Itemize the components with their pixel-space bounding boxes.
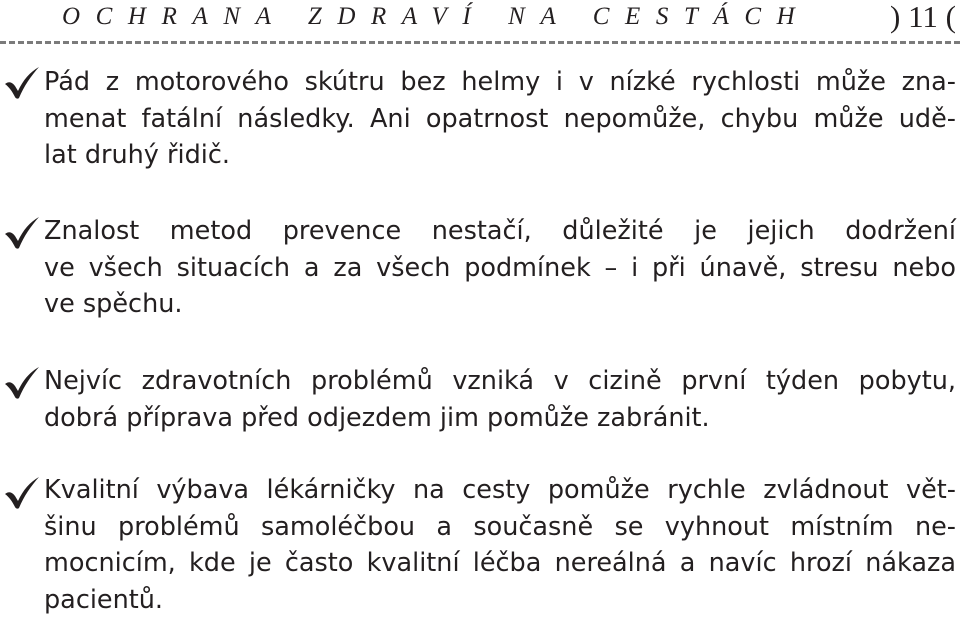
text-line: ve všech situacích a za všech podmínek – i při únavě, stresu nebo bbox=[44, 252, 956, 283]
text-line: dobrá příprava před odjezdem jim pomůže zabránit. bbox=[44, 402, 710, 433]
checkmark-icon bbox=[3, 66, 41, 100]
text-line: Nejvíc zdravotních problémů vzniká v cizině první týden pobytu, bbox=[44, 366, 956, 396]
text-line: ve spěchu. bbox=[44, 289, 183, 319]
text-line: menat fatální následky. Ani opatrnost nepomůže, chybu může udě- bbox=[44, 103, 956, 134]
bullet-text bbox=[44, 64, 956, 174]
checkmark-icon bbox=[3, 476, 41, 510]
checkmark-icon bbox=[3, 366, 41, 400]
text-line: Pád z motorového skútru bez helmy i v nízké rychlosti může zna- bbox=[44, 67, 956, 97]
checkmark-icon bbox=[3, 216, 41, 250]
bullet-text bbox=[44, 213, 956, 323]
text-line: mocnicím, kde je často kvalitní léčba nereálná a navíc hrozí nákaza bbox=[44, 548, 956, 578]
text-line: pacientů. bbox=[44, 584, 164, 615]
bullet-text bbox=[44, 472, 956, 618]
text-line: Znalost metod prevence nestačí, důležité je jejich dodržení bbox=[44, 216, 956, 246]
header-dashed-rule bbox=[0, 41, 960, 44]
running-title: OCHRANA ZDRAVÍ NA CESTÁCH bbox=[62, 3, 811, 30]
page-header bbox=[0, 0, 960, 44]
page-number: ) 11 ( bbox=[890, 0, 956, 34]
bullet-text bbox=[44, 363, 956, 436]
text-line: Kvalitní výbava lékárničky na cesty pomůže rychle zvládnout vět- bbox=[44, 475, 956, 505]
text-line: lat druhý řidič. bbox=[44, 140, 230, 170]
text-line: šinu problémů samoléčbou a současně se vyhnout místním ne- bbox=[44, 511, 956, 542]
